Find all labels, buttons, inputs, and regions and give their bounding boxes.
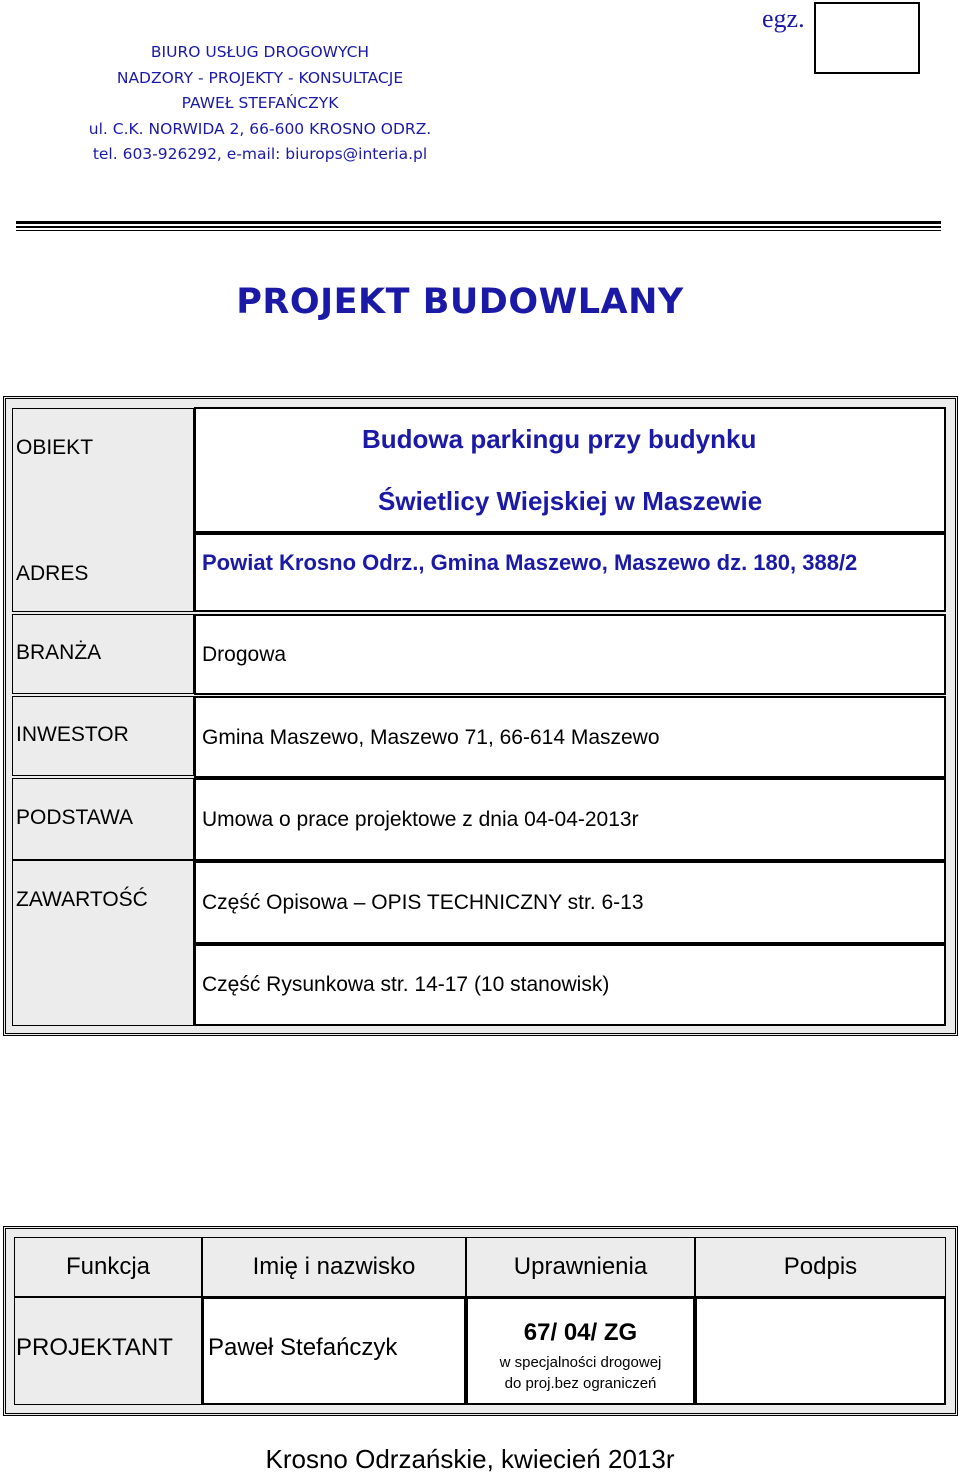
zawartosc-label: ZAWARTOŚĆ xyxy=(16,888,148,911)
podstawa-value: Umowa o prace projektowe z dnia 04-04-2013r xyxy=(202,808,639,831)
copy-label: egz. xyxy=(762,4,805,33)
header-rule-top xyxy=(16,221,941,224)
company-address-block xyxy=(40,40,480,168)
designer-name: Paweł Stefańczyk xyxy=(208,1334,398,1361)
company-street: ul. C.K. NORWIDA 2, 66-600 KROSNO ODRZ. xyxy=(88,119,432,138)
header-podpis: Podpis xyxy=(783,1253,858,1280)
company-name: BIURO USŁUG DROGOWYCH xyxy=(150,43,370,61)
license-specialty: w specjalności drogowej xyxy=(499,1354,662,1371)
document-title: PROJEKT BUDOWLANY xyxy=(236,282,684,322)
obiekt-value-line1: Budowa parkingu przy budynku xyxy=(362,424,757,454)
zawartosc-value-2: Część Rysunkowa str. 14-17 (10 stanowisk) xyxy=(202,973,610,996)
header-imie-nazwisko: Imię i nazwisko xyxy=(252,1253,416,1280)
license-number: 67/ 04/ ZG xyxy=(523,1319,638,1346)
header-rule-middle xyxy=(16,226,941,228)
branza-value-cell xyxy=(194,614,946,695)
podstawa-label: PODSTAWA xyxy=(16,806,134,829)
header-uprawnienia: Uprawnienia xyxy=(513,1253,648,1280)
signature-cell xyxy=(695,1297,946,1405)
obiekt-label: OBIEKT xyxy=(16,436,94,459)
zawartosc-label-cell xyxy=(12,860,194,1026)
company-contact: tel. 603-926292, e-mail: biurops@interia.pl xyxy=(92,145,428,163)
adres-value: Powiat Krosno Odrz., Gmina Maszewo, Maszewo dz. 180, 388/2 xyxy=(202,550,858,575)
header-rule-bottom xyxy=(16,230,941,231)
adres-label: ADRES xyxy=(16,562,89,585)
place-and-date: Krosno Odrzańskie, kwiecień 2013r xyxy=(265,1444,675,1474)
company-services: NADZORY - PROJEKTY - KONSULTACJE xyxy=(116,68,404,87)
zawartosc-value-1: Część Opisowa – OPIS TECHNICZNY str. 6-13 xyxy=(202,891,644,914)
license-scope: do proj.bez ograniczeń xyxy=(504,1375,657,1392)
copy-number-box xyxy=(814,2,920,74)
inwestor-label: INWESTOR xyxy=(16,723,129,746)
header-funkcja: Funkcja xyxy=(65,1253,151,1280)
inwestor-value: Gmina Maszewo, Maszewo 71, 66-614 Maszewo xyxy=(202,726,660,749)
branza-label: BRANŻA xyxy=(16,641,102,664)
company-owner: PAWEŁ STEFAŃCZYK xyxy=(181,94,339,112)
role-projektant: PROJEKTANT xyxy=(16,1334,173,1361)
obiekt-value-line2: Świetlicy Wiejskiej w Maszewie xyxy=(378,486,763,516)
branza-value: Drogowa xyxy=(202,643,287,666)
